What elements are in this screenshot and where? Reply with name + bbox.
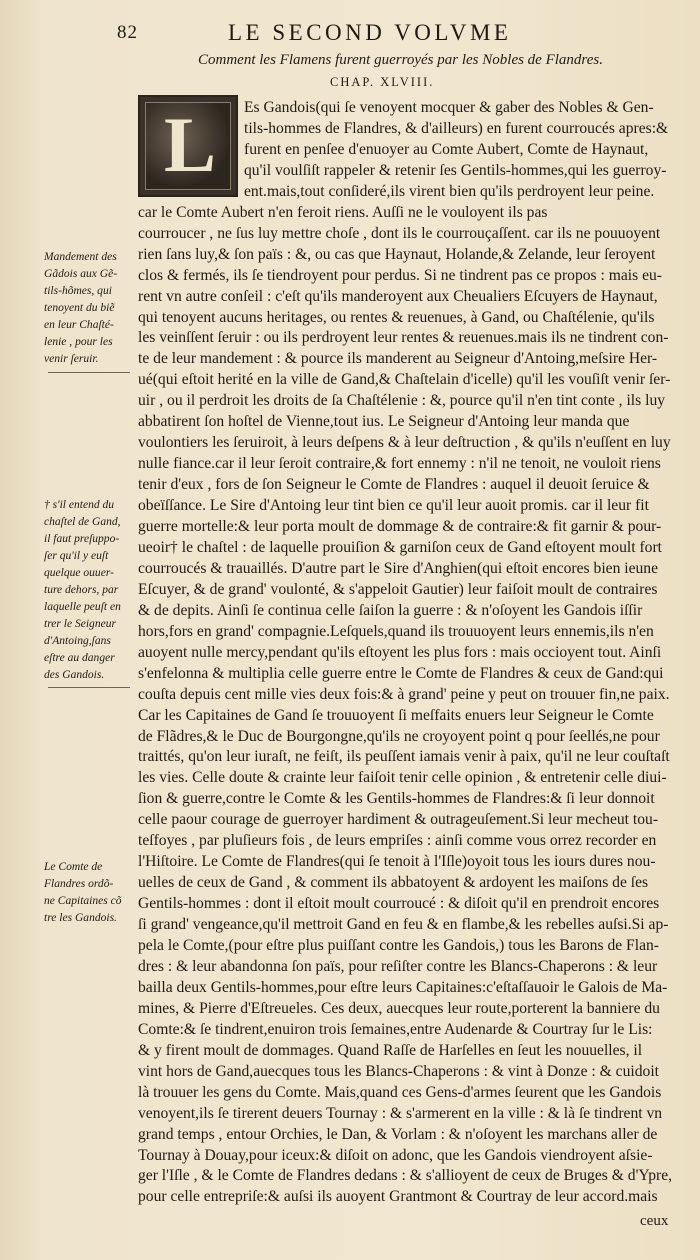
text-line: de Flãdres,& le Duc de Bourgongne,qu'ils ne croyoyent point q pour ſeellés,ne pour (138, 727, 660, 745)
page-number: 82 (117, 22, 138, 43)
text-line: Eſcuyer, & de grand' voulonté, & s'appeloit Gautier) leur faiſoit moult de contraires (138, 580, 658, 598)
margin-note-line: eſtre au danger (44, 650, 115, 664)
text-line: Es Gandois(qui ſe venoyent mocquer & gaber des Nobles & Gen- (244, 99, 654, 116)
text-line: là trouuer les gens du Comte. Mais,quand ces Gens-d'armes ſeurent que les Gandois (138, 1083, 662, 1101)
margin-note-line: il faut preſuppo- (44, 531, 120, 545)
margin-note-line: Flandres ordõ- (44, 876, 114, 890)
text-line: ſi grand' vengeance,qu'il mettroit Gand en feu & en flambe,& les rebelles auſsi.Si ap- (138, 916, 669, 934)
text-line: teſfoyes , par pluſieurs fois , de leurs empriſes : ainſi comme vous orrez recorder en (138, 832, 657, 850)
text-line: Gentils-hommes : dont il eſtoit moult courroucé : & diſoit qu'il en prendroit encores (138, 895, 660, 913)
text-line: ſion & guerre,contre le Comte & les Gentils-hommes de Flandres:& ſi leur donnoit (138, 790, 655, 808)
margin-note-line: venir ſeruir. (44, 351, 99, 365)
text-line: qu'il voulſiſt rappeler & retenir ſes Gentils-hommes,qui les guerroy- (244, 161, 667, 179)
margin-note-line: ſer qu'il y euſt (44, 548, 109, 562)
text-line: & de depits. Ainſi ſe continua celle ſaiſon la guerre : & n'oſoyent les Gandois iſſir (138, 601, 643, 619)
text-line: obeïſſance. Le Sire d'Antoing leur tint bien ce qu'il leur auoit promis. car il leur fit (138, 497, 649, 515)
text-line: uir , ou il perdroit les droits de ſa Chaſtélenie : &, pource qu'il n'en tint conte , ils luy (138, 392, 666, 410)
margin-note-line: tre les Gandois. (44, 910, 117, 924)
margin-note-line: ture dehors, par (44, 582, 119, 596)
decorated-initial (138, 95, 238, 197)
text-line: ué(qui eſtoit herité en la ville de Gand,& Chaſtelain d'icelle) qu'il les vouſiſt venir ſer- (138, 371, 671, 389)
margin-note-line: Gãdois aux Gẽ- (44, 266, 118, 280)
text-line: te de leur mandement : & pource ils manderent au Seigneur d'Antoing,meſsire Her- (138, 350, 658, 368)
margin-note-line: en leur Chaſté- (44, 317, 114, 331)
chapter-title: Comment les Flamens furent guerroyés par les Nobles de Flandres. (198, 52, 603, 68)
running-title: LE SECOND VOLVME (228, 20, 512, 45)
text-line: traittés, qu'on leur iuraſt, ne feiſt, ils peuſſent iamais venir à paix, qu'il ne leur couſtaſt (138, 748, 670, 766)
text-line: rien ſans luy,& ſon païs : &, ou cas que Haynaut, Holande,& Zelande, leur ſeroyent (138, 245, 656, 263)
text-line: clos & fermés, ils ſe tiendroyent pour perdus. Si ne tindrent pas ce propos : mais eu- (138, 266, 663, 284)
text-line: celle paour courage de guerroyer hardiment & outrageuſement.Si leur mecheut tou- (138, 811, 659, 829)
margin-note-line: des Gandois. (44, 667, 105, 681)
text-line: ent.mais,tout conſideré,ils virent bien qu'ils perdroyent leur peine. (244, 182, 655, 200)
margin-note-2 (44, 496, 134, 683)
text-line: rent vn autre conſeil : c'eſt qu'ils manderoyent aux Cheualiers Eſcuyers de Haynaut, (138, 287, 658, 305)
text-line: venoyent,ils ſe tirerent deuers Tournay : & s'armerent en la ville : & là ſe tindrent vn (138, 1104, 663, 1122)
text-line: grand temps , entour Orchies, le Dan, & Vorlam : & n'oſoyent les marchans aller de (138, 1125, 658, 1143)
catchword: ceux (640, 1213, 669, 1229)
margin-rule (48, 687, 130, 688)
text-line: car le Comte Aubert n'en feroit riens. Auſſi ne le vouloyent ils pas (138, 203, 548, 221)
text-line: furent en penſee d'enuoyer au Comte Aubert, Comte de Haynaut, (244, 140, 649, 158)
margin-note-line: quelque ouuer- (44, 565, 114, 579)
initial-letter: L (164, 101, 217, 188)
chapter-number: CHAP. XLVIII. (330, 75, 435, 89)
margin-note-1 (44, 248, 134, 367)
margin-note-line: tils-hõmes, qui (44, 283, 112, 297)
margin-note-line: chaſtel de Gand, (44, 514, 121, 528)
text-line: nulle fiance.car il leur ſeroit contraire,& fort ennemy : n'il ne tenoit, ne vouloit riens (138, 455, 661, 473)
margin-note-line: d'Antoing,ſans (44, 633, 111, 647)
text-line: ger l'Iſle , & le Comte de Flandres dedans : & s'allioyent de ceux de Bruges & d'Ypre, (138, 1167, 673, 1185)
page-header (0, 18, 700, 52)
text-line: bailla deux Gentils-hommes,pour eſtre leurs Capitaines:c'eſtaſſauoir le Galois de Ma- (138, 978, 668, 996)
text-line: dres : & leur abandonna ſon païs, pour reſiſter contre les Blancs-Chaperons : & leur (138, 957, 658, 975)
text-line: courroucer , ne ſus luy mettre choſe , dont ils le courrouçaſſent. car ils ne pouuoyent (138, 224, 661, 242)
text-line: Tournay à Douay,pour iceux:& diſoit on adonc, que les Gandois viendroyent aſsie- (138, 1146, 653, 1164)
text-line: tils-hommes de Flandres, & d'ailleurs) en furent courroucés apres:& (244, 119, 669, 137)
text-line: couſta depuis cent mille vies deux fois:& à grand' peine y peut on trouuer fin,ne paix. (138, 685, 670, 703)
margin-note-3 (44, 858, 134, 926)
text-line: tenir d'eux , fors de ſon Seigneur le Comte de Flandres : auquel il deuoit ſeruice & (138, 476, 650, 494)
text-line: mines, & Pierre d'Eſtreueles. Ces deux, auecques leur route,porterent la banniere du (138, 999, 660, 1017)
text-line: & y firent moult de dommages. Quand Raſſe de Harſelles en ſeut les nouuelles, il (138, 1041, 643, 1059)
text-line: uelles de ceux de Gand , & comment ils abbatoyent & ardoyent les maiſons de ſes (138, 874, 649, 892)
margin-note-line: † s'il entend du (44, 497, 115, 511)
margin-note-line: Mandement des (44, 249, 117, 263)
text-line: l'Hiſtoire. Le Comte de Flandres(qui ſe tenoit à l'Iſle)oyoit tous les iours dures nou- (138, 853, 656, 871)
text-line: vint hors de Gand,auecques tous les Blancs-Chaperons : & vint à Donze : & cuidoit (138, 1062, 659, 1080)
margin-note-line: ne Capitaines cõ (44, 893, 122, 907)
text-line: guerre mortelle:& leur porta moult de dommage & de contraire:& fit garnir & pour- (138, 518, 662, 535)
text-line: courroucés & trauaillés. D'autre part le Sire d'Anghien(qui eſtoit encores bien ieune (138, 559, 659, 577)
margin-note-line: Le Comte de (44, 859, 103, 873)
text-line: abbatirent ſon hoſtel de Vienne,tout ius. Le Seigneur d'Antoing leur manda que (138, 413, 630, 431)
text-line: les vies. Celle doute & crainte leur faiſoit tenir celle opinion , & entretenir celle diui- (138, 769, 667, 787)
text-line: s'enfelonna & multiplia celle guerre entre le Comte de Flandres & ceux de Gand:qui (138, 664, 664, 682)
margin-note-line: laquelle peuſt en (44, 599, 121, 613)
margin-note-line: trer le Seigneur (44, 616, 116, 630)
text-line: pela le Comte,(pour eſtre plus puiſſant contre les Gandois,) tous les Barons de Flan- (138, 937, 659, 954)
margin-rule (48, 372, 130, 373)
text-line: qui tenoyent aucuns heritages, ou rentes & reuenues, à Gand, ou Chaſtélenie, qu'ils (138, 308, 655, 326)
text-line: Comte:& ſe tindrent,enuiron trois ſemaines,entre Audenarde & Courtray ſur le Lis: (138, 1020, 653, 1038)
margin-note-line: lenie , pour les (44, 334, 113, 348)
text-line: les veinſſent ſeruir : ou ils perdroyent leur rentes & reuenues.mais ils ne tindrent con- (138, 329, 669, 347)
text-line: ueoir† le chaſtel : de laquelle prouiſion & garniſon ceux de Gand eſtoyent moult fort (138, 538, 662, 556)
text-line: pour celle entrepriſe:& auſsi ils auoyent Grantmont & Courtray de leur accord.mais (138, 1188, 658, 1206)
text-line: voulontiers les ſeruiroit, à leurs deſpens & à leur deſtruction , & qu'ils n'euſſent en luy (138, 434, 671, 452)
margin-note-line: tenoyent du biẽ (44, 300, 115, 314)
text-line: hors,fors en grand' compagnie.Leſquels,quand ils trouuoyent leurs ennemis,ils n'en (138, 622, 654, 640)
text-line: auoyent nulle mercy,pendant qu'ils eſtoyent les plus fors : mais occioyent tout. Ainſi (138, 643, 662, 661)
text-line: Car les Capitaines de Gand ſe trouuoyent ſi meſfaits enuers leur Seigneur le Comte (138, 706, 654, 724)
